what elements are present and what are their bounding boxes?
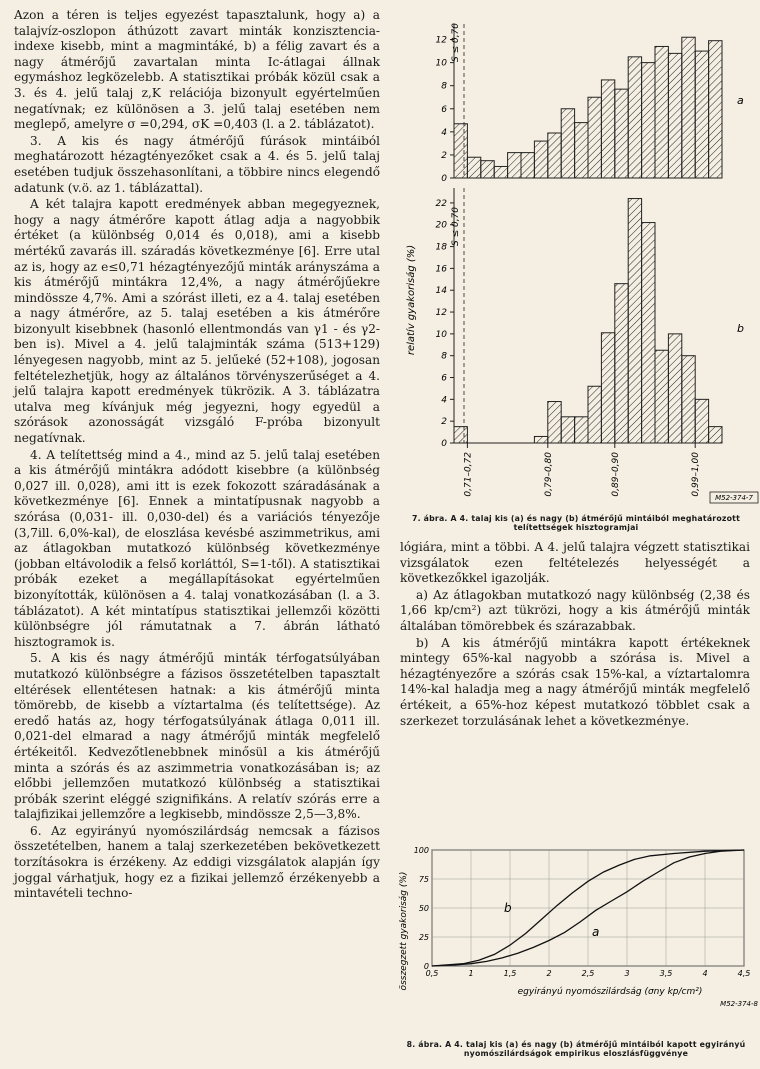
fig7a-y-tick-label: 8 [441, 81, 447, 92]
fig7a-bar [521, 153, 534, 178]
fig7a-bar [454, 124, 467, 178]
fig7b-bar [668, 334, 681, 443]
fig7-x-tick-label: 0,99–1,00 [691, 452, 702, 497]
fig7a-bar [628, 57, 641, 178]
fig7b-y-tick-label: 14 [435, 286, 447, 297]
figure-7-caption: 7. ábra. A 4. talaj kis (a) és nagy (b) átmérőjű mintáiból meghatározott telítettségek hisztogramjai [411, 514, 741, 532]
fig7b-y-tick-label: 12 [435, 308, 447, 319]
fig7a-y-tick-label: 4 [441, 127, 447, 138]
fig8-x-tick-label: 2,5 [581, 969, 595, 978]
fig7b-y-tick-label: 2 [441, 417, 447, 428]
fig8-x-tick-label: 4,5 [737, 969, 751, 978]
paragraph-5: 5. A kis és nagy átmérőjű minták térfogatsúlyában mutatkozó különbségre a fázisos összetételben tapasztalt eltérések ellentétesen hatnak: a kis átmérőjű minta tömörebb, de kisebb a víztartalma (és telítettsége). Az eredő hatás az, hogy térfogatsúlyának átlaga 0,011 ill. 0,021-del elmarad a nagy átmérőjű minták megfelelő értékeitől. Kedvezőtlenebbnek minősül a kis átmérőjű minta a szórás és az aszimmetria vonatkozásában is; az előbbi jellemzően mutatkozó különbség a statisztikai próbák szerint eléggé szignifikáns. A relatív szórás erre a talajfizikai jellemzőre a legkisebb, mindössze 2,5—3,8%. [14, 651, 380, 822]
panel-a-label: a [737, 94, 744, 107]
fig8-y-tick-label: 50 [418, 904, 429, 913]
figure-7-ylabel: relatív gyakoriság (%) [406, 244, 417, 356]
fig7b-y-tick-label: 8 [441, 351, 447, 362]
fig7b-bar [548, 402, 561, 443]
figure-7-histograms [392, 0, 760, 514]
fig7a-bar [548, 133, 561, 178]
fig7a-bar [682, 37, 695, 178]
fig8-y-tick-label: 0 [423, 962, 429, 971]
fig8-x-tick-label: 4 [702, 969, 708, 978]
fig7a-bar [655, 46, 668, 178]
fig7b-bar [695, 399, 708, 443]
left-column [14, 8, 380, 903]
fig7b-bar [454, 427, 467, 443]
threshold-label-b: S ≤ 0,70 [451, 206, 461, 246]
fig7a-bar [588, 97, 601, 178]
fig8-x-tick-label: 1 [468, 969, 474, 978]
fig7b-bar [561, 417, 574, 443]
right-paragraph-2: a) Az átlagokban mutatkozó nagy különbség (2,38 és 1,66 kp/cm²) azt tükrözi, hogy a kis átmérőjű minták általában tömörebbek és szárazabbak. [400, 587, 750, 633]
curve-b-label: b [504, 901, 512, 915]
fig8-x-tick-label: 0,5 [425, 969, 439, 978]
fig7a-y-tick-label: 0 [441, 174, 447, 184]
fig7-x-tick-label: 0,79–0,80 [543, 452, 554, 497]
fig7b-y-tick-label: 16 [435, 264, 447, 275]
fig7b-bar [601, 333, 614, 443]
fig7a-bar [615, 89, 628, 178]
paragraph-2: 3. A kis és nagy átmérőjű fúrások mintáiból meghatározott hézagtényezőket csak a 4. és 5. jelű talaj esetében tudjuk összehasonlítani, a többire nincs elegendő adatunk (v.ö. az 1. táblázattal). [14, 133, 380, 195]
fig8-x-tick-label: 2 [546, 969, 552, 978]
fig7b-bar [682, 356, 695, 443]
right-paragraph-1: lógiára, mint a többi. A 4. jelű talajra végzett statisztikai vizsgálatok ezen feltételezés helyességét a következőkkel igazolják. [400, 540, 750, 586]
threshold-label-a: S ≤ 0,70 [451, 22, 461, 62]
fig7b-bar [642, 223, 655, 443]
figure-8-ylabel: összegzett gyakoriság (%) [399, 871, 409, 991]
fig8-y-tick-label: 25 [418, 933, 429, 942]
fig7a-bar [534, 141, 547, 178]
fig7-x-tick-label: 0,89–0,90 [610, 452, 621, 497]
fig7a-y-tick-label: 6 [441, 104, 447, 115]
fig8-x-tick-label: 3 [624, 969, 630, 978]
fig7b-y-tick-label: 20 [435, 220, 447, 231]
fig7b-y-tick-label: 22 [435, 198, 447, 209]
fig7a-bar [575, 123, 588, 178]
fig7a-bar [508, 153, 521, 178]
fig7a-y-tick-label: 10 [435, 58, 447, 69]
fig7a-bar [601, 80, 614, 178]
figure-8-caption: 8. ábra. A 4. talaj kis (a) és nagy (b) átmérőjű mintáiból kapott egyirányú nyomószilárdságok empirikus eloszlásfüggvénye [406, 1040, 746, 1058]
fig7b-y-tick-label: 6 [441, 373, 447, 384]
fig7b-bar [575, 417, 588, 443]
paragraph-6: 6. Az egyirányú nyomószilárdság nemcsak a fázisos összetételben, hanem a talaj szerkezetében bekövetkezett torzításokra is érzékeny. Az eddigi vizsgálatok alapján így joggal várhatjuk, hogy ez a fizikai jellemző érzékenyebb a mintavételi techno- [14, 823, 380, 901]
figure-8-code: M52-374-8 [720, 1000, 758, 1008]
fig8-y-tick-label: 100 [413, 846, 429, 855]
fig7b-bar [534, 436, 547, 443]
figure-8-xlabel: egyirányú nyomószilárdság (σny kp/cm²) [517, 987, 703, 997]
fig7a-bar [709, 41, 722, 178]
panel-b-label: b [737, 322, 744, 335]
fig7b-bar [615, 284, 628, 443]
fig7b-y-tick-label: 0 [441, 439, 447, 449]
fig7b-bar [588, 386, 601, 443]
fig7a-y-tick-label: 2 [441, 150, 447, 161]
fig7b-y-tick-label: 18 [435, 242, 447, 253]
fig7b-bar [709, 427, 722, 443]
fig7b-bar [628, 199, 641, 443]
figure-8 [392, 836, 760, 1040]
fig7b-y-tick-label: 10 [435, 329, 447, 340]
fig7b-y-tick-label: 4 [441, 395, 447, 406]
figure-7 [392, 0, 760, 518]
paragraph-4: 4. A telítettség mind a 4., mind az 5. jelű talaj esetében a kis átmérőjű mintákra adódott kisebbre (a különbség 0,027 ill. 0,028), ami itt is ezek fokozott száradásának a következménye [6]. Ennek a mintatípusnak nagyobb a szórása (0,031- ill. 0,030-del) és a variációs tényezője (3,7ill. 6,0%-kal), de eloszlása kevésbé aszimmetrikus, ami az átlagokban mutatkozó különbség következménye (jobban eltávolodik a felső korláttól, S=1-től). A statisztikai próbák ezeket a megállapításokat egyértelműen bizonyították, különösen a 4. talaj vonatkozásában (l. a 3. táblázatot). A két mintatípus statisztikai jellemzői közötti különbségre jól rámutatnak a 7. ábrán látható hisztogramok is. [14, 447, 380, 649]
fig7a-bar [695, 51, 708, 178]
fig8-x-tick-label: 1,5 [503, 969, 517, 978]
fig7a-y-tick-label: 12 [435, 35, 447, 46]
fig7a-bar [494, 166, 507, 178]
fig7a-bar [668, 53, 681, 178]
fig7a-bar [561, 109, 574, 178]
fig8-x-tick-label: 3,5 [659, 969, 673, 978]
fig7-x-tick-label: 0,71–0,72 [463, 452, 474, 497]
fig7a-bar [467, 157, 480, 178]
paragraph-3: A két talajra kapott eredmények abban megegyeznek, hogy a nagy átmérőre kapott átlag adja a nagyobbik értéket (a különbség 0,014 és 0,018), ami a kisebb mértékű zavarás ill. száradás következménye [6]. Erre utal az is, hogy az e≤0,71 hézagtényezőjű minták arányszáma a kis átmérőjű mintákra 12,4%, a nagy átmérőjűekre mindössze 4,7%. Ami a szórást illeti, ez a 4. talaj esetében a nagy átmérőre, az 5. talaj esetében a kis átmérőre bizonyult kisebbnek (hasonló ellentmondás van γ1 - és γ2-ben is). Mivel a 4. jelű talajminták száma (513+129) lényegesen nagyobb, mint az 5. jelűeké (52+108), jogosan feltételezhetjük, hogy az általános törvényszerűséget a 4. jelű talajra kapott eredmények tükrözik. A 3. táblázatra utalva meg kívánjuk még jegyezni, hogy egyedül a szórások azonosságát vizsgáló F-próba bizonyult negatívnak. [14, 197, 380, 446]
paragraph-1: Azon a téren is teljes egyezést tapasztalunk, hogy a) a talajvíz-oszlopon áthúzott zavart minták konzisztencia-indexe kisebb, mint a magmintáké, b) a félig zavart és a nagy átmérőjű zavartalan minta Ic-átlagai állnak egymáshoz legközelebb. A statisztikai próbák közül csak a 3. és 4. jelű talaj z,K relációja bizonyult egyértelműen negatívnak; ez különösen a 3. jelű talaj esetében nem meglepő, amelyre σ =0,294, σK =0,403 (l. a 2. táblázatot). [14, 8, 380, 132]
figure-7-code: M52-374-7 [715, 494, 753, 502]
fig7a-bar [481, 161, 494, 178]
right-column [400, 540, 750, 730]
fig8-y-tick-label: 75 [418, 875, 429, 884]
curve-a-label: a [592, 925, 600, 939]
right-paragraph-3: b) A kis átmérőjű mintákra kapott értékeknek mintegy 65%-kal nagyobb a szórása is. Mivel a hézagtényezőre a szórás csak 15%-kal, a víztartalomra 14%-kal haladja meg a nagy átmérőjű minták megfelelő értékeit, a 65%-hoz képest mutatkozó többlet csak a szerkezet torzulásának lehet a következménye. [400, 635, 750, 728]
fig7b-bar [655, 350, 668, 443]
fig7a-bar [642, 63, 655, 178]
figure-8-cdf-chart [392, 836, 760, 1036]
